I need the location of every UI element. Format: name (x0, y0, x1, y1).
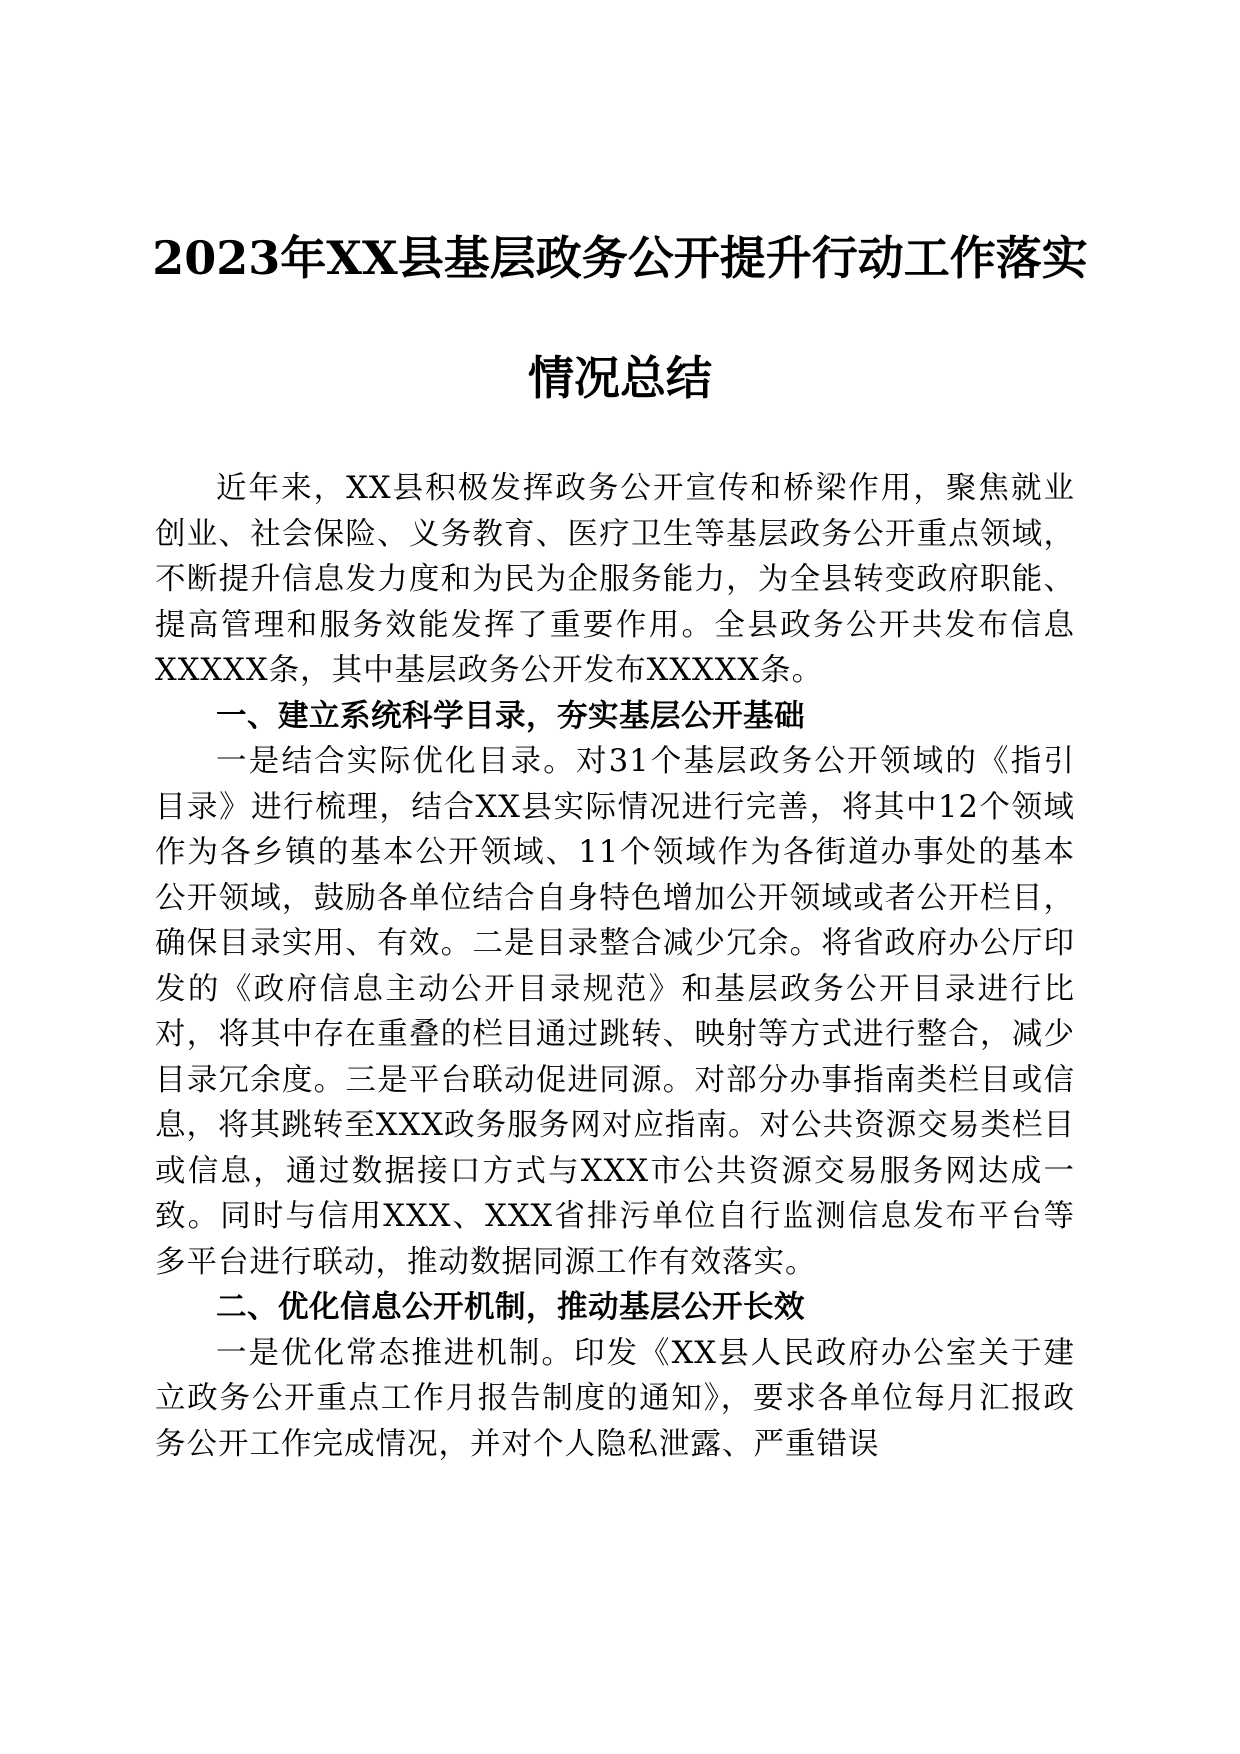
document-title-line-2: 情况总结 (528, 351, 712, 405)
document-title-line-1: 2023年XX县基层政务公开提升行动工作落实 (152, 231, 1088, 285)
section-heading-2: 二、优化信息公开机制，推动基层公开长效 (216, 1290, 805, 1325)
document-body (155, 466, 1075, 1467)
intro-paragraph: 近年来，XX县积极发挥政务公开宣传和桥梁作用，聚焦就业创业、社会保险、义务教育、医疗卫生等基层政务公开重点领域，不断提升信息发力度和为民为企服务能力，为全县转变政府职能、提高管理和服务效能发挥了重要作用。全县政务公开共发布信息XXXXX条，其中基层政务公开发布XXXXX条。 (155, 471, 1075, 688)
section-body-2: 一是优化常态推进机制。印发《XX县人民政府办公室关于建立政务公开重点工作月报告制度的通知》，要求各单位每月汇报政务公开工作完成情况，并对个人隐私泄露、严重错误 (155, 1335, 1075, 1462)
section-heading-1: 一、建立系统科学目录，夯实基层公开基础 (216, 698, 805, 734)
section-body-1: 一是结合实际优化目录。对31个基层政务公开领域的《指引目录》进行梳理，结合XX县实际情况进行完善，将其中12个领域作为各乡镇的基本公开领域、11个领域作为各街道办事处的基本公开领域，鼓励各单位结合自身特色增加公开领域或者公开栏目，确保目录实用、有效。二是目录整合减少冗余。将省政府办公厅印发的《政府信息主动公开目录规范》和基层政务公开目录进行比对，将其中存在重叠的栏目通过跳转、映射等方式进行整合，减少目录冗余度。三是平台联动促进同源。对部分办事指南类栏目或信息，将其跳转至XXX政务服务网对应指南。对公共资源交易类栏目或信息，通过数据接口方式与XXX市公共资源交易服务网达成一致。同时与信用XXX、XXX省排污单位自行监测信息发布平台等多平台进行联动，推动数据同源工作有效落实。 (155, 744, 1075, 1280)
